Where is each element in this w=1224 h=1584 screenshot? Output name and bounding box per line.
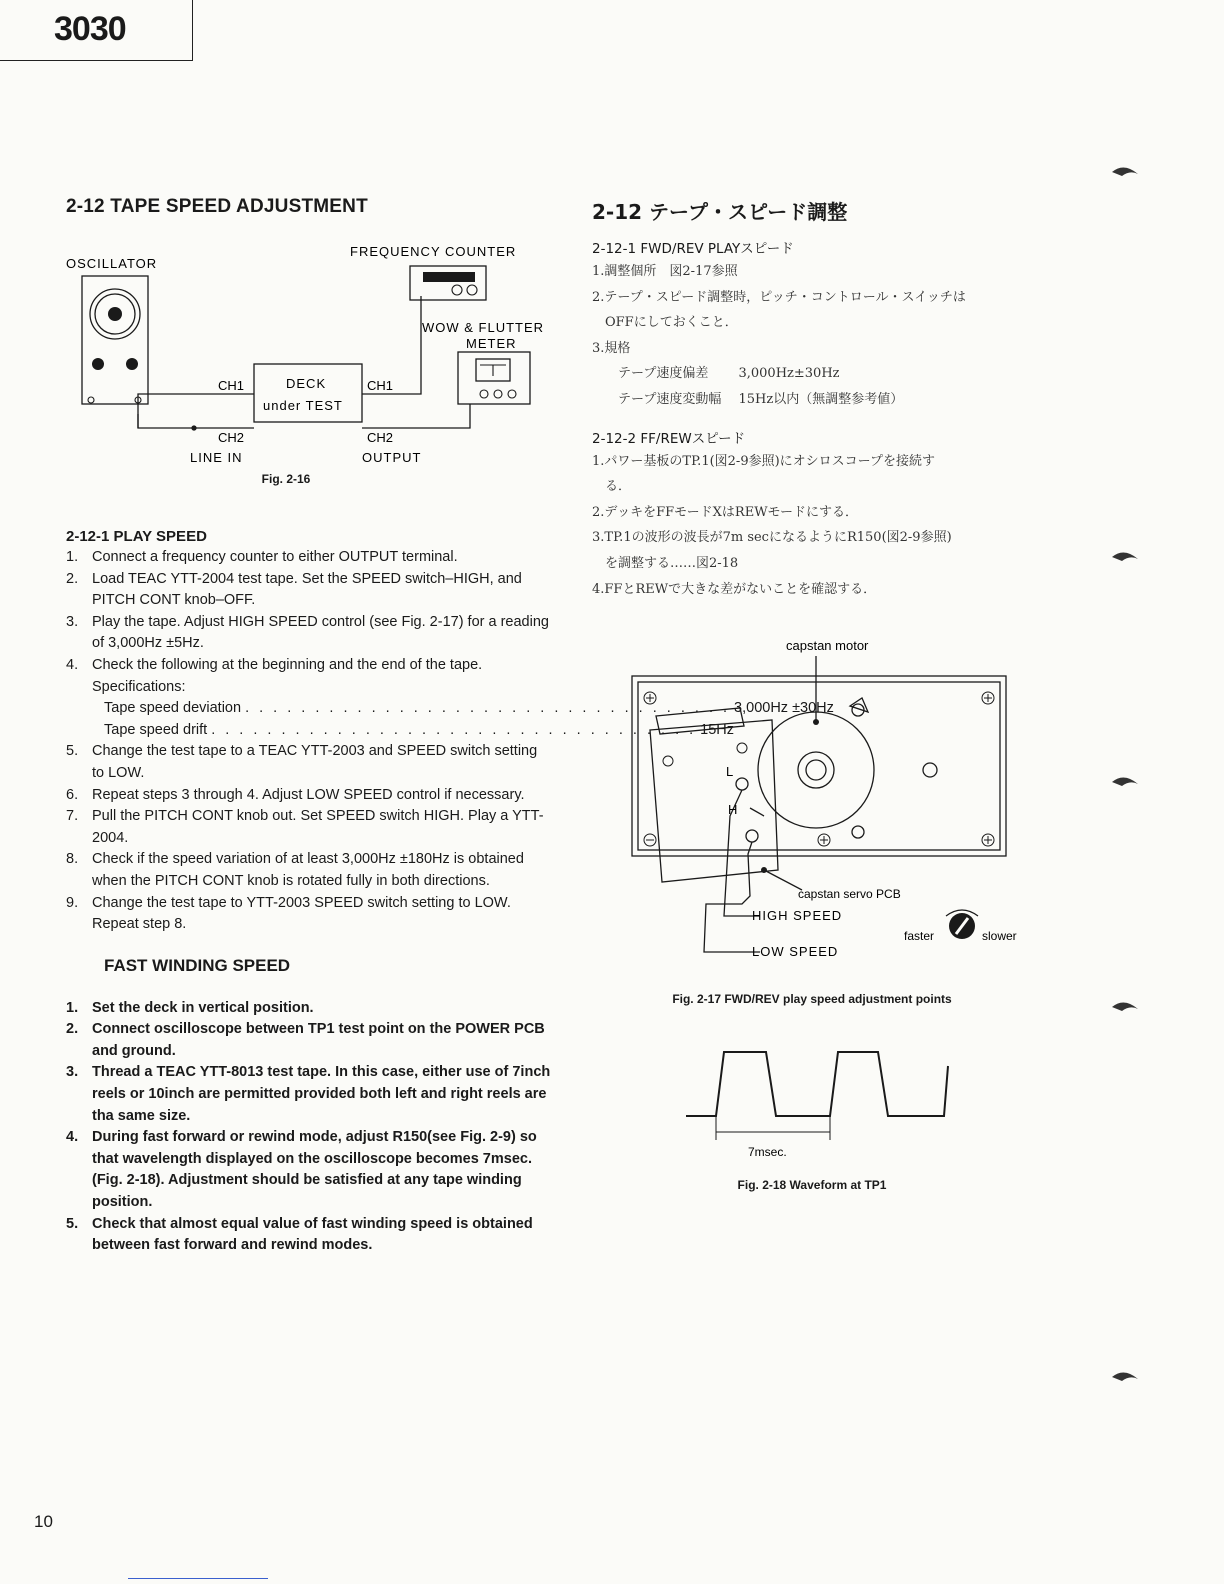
list-item: 5. Change the test tape to a TEAC YTT-2003 and SPEED switch setting to LOW. [66,743,538,781]
fig-2-17-diagram [592,636,1032,960]
binder-hole-icon [1110,160,1140,190]
label-faster: faster [904,929,935,944]
list-item: 9. Change the test tape to YTT-2003 SPEED switch setting to LOW. Repeat step 8. [66,894,511,933]
label-ch1-right: CH1 [367,378,394,393]
fast-winding-steps [66,998,552,1257]
label-wow-flutter: WOW & FLUTTER [422,320,545,335]
play-speed-title: 2-12-1 PLAY SPEED [66,528,207,545]
label-deck: DECK [286,376,327,391]
adjust-knob-icon [946,910,978,939]
label-7msec: 7msec. [748,1145,787,1160]
fig-2-16-diagram [66,228,566,465]
japanese-column [592,196,1062,1192]
page-number: 10 [34,1512,53,1531]
spec-row: Tape speed drift . . . . . . . . . . . . . . . . . . . . . . . . . . . . . . . . . . . 15Hz [104,721,735,738]
binder-hole-icon [1110,995,1140,1025]
label-meter: METER [466,336,517,351]
label-low-speed: LOW SPEED [752,944,839,960]
list-item: 3. Thread a TEAC YTT-8013 test tape. In this case, either use of 7inch reels or 10inch are permitted provided both left and right reels are tha same size. [66,1064,551,1124]
fig-2-17-caption: Fig. 2-17 FWD/REV play speed adjustment points [672,992,952,1007]
label-slower: slower [982,929,1017,944]
model-header-box [0,0,193,61]
list-item: 2. Connect oscilloscope between TP1 test point on the POWER PCB and ground. [66,1021,545,1059]
spec-row: Tape speed deviation . . . . . . . . . . . . . . . . . . . . . . . . . . . . . . . . . . . 3,000Hz ±30Hz [104,700,834,717]
list-item: 4. During fast forward or rewind mode, adjust R150(see Fig. 2-9) so that wavelength displayed on the oscilloscope becomes 7msec. (Fig. 2-18). Adjustment should be satisfied at any tape winding position. [66,1129,537,1211]
list-item: 6. Repeat steps 3 through 4. Adjust LOW SPEED control if necessary. [66,786,525,803]
spec-title: Specifications: [92,678,186,695]
jp-lines-1: 1.調整個所 図2-17参照 2.テープ・スピード調整時，ピッチ・コントロール・スイッチは OFFにしておくこと． 3.規格 テープ速度偏差 3,000Hz±30Hz テープ速度変動幅 15Hz以内（無調整参考値） [592,264,966,407]
jp-lines-2: 1.パワー基板のTP.1(図2-9参照)にオシロスコープを接続す る． 2.デッキをFFモードXはREWモードにする． 3.TP.1の波形の波長が7m secになるようにR150(図2-9参照) を調整する……図2-18 4.FFとREWで大きな差がないことを確認する． [592,453,952,597]
fig-2-18-waveform [682,1046,982,1166]
list-item: 1. Connect a frequency counter to either OUTPUT terminal. [66,549,458,565]
binder-hole-icon [1110,545,1140,575]
jp-subsection-2: 2-12-2 FF/REWスピード [592,430,746,447]
list-item: 3. Play the tape. Adjust HIGH SPEED control (see Fig. 2-17) for a reading of 3,000Hz ±5Hz. [66,613,549,652]
binder-hole-icon [1110,770,1140,800]
label-l: L [726,764,734,780]
label-capstan-servo-pcb: capstan servo PCB [798,887,901,902]
label-oscillator: OSCILLATOR [66,256,158,271]
label-capstan-motor: capstan motor [786,638,869,654]
label-h: H [728,802,738,818]
label-ch2-left: CH2 [218,430,245,445]
binder-hole-icon [1110,1365,1140,1395]
label-ch2-right: CH2 [367,430,394,445]
jp-subsection-1: 2-12-1 FWD/REV PLAYスピード [592,241,794,257]
label-high-speed: HIGH SPEED [752,908,843,924]
label-line-in: LINE IN [190,450,243,465]
label-frequency-counter: FREQUENCY COUNTER [350,244,517,259]
model-number: 3030 [54,10,126,48]
list-item: 7. Pull the PITCH CONT knob out. Set SPEED switch HIGH. Play a YTT-2004. [66,808,544,846]
label-ch1-left: CH1 [218,378,245,393]
list-item: 5. Check that almost equal value of fast winding speed is obtained between fast forward and rewind modes. [66,1215,533,1254]
fast-winding-title: FAST WINDING SPEED [104,955,291,975]
jp-section-title: 2-12 テープ・スピード調整 [592,200,848,224]
list-item: 8. Check if the speed variation of at least 3,000Hz ±180Hz is obtained when the PITCH CONT knob is rotated fully in both directions. [66,851,524,889]
list-item: 2. Load TEAC YTT-2004 test tape. Set the SPEED switch–HIGH, and PITCH CONT knob–OFF. [66,570,522,609]
label-output: OUTPUT [362,450,422,465]
footer-rule [128,1578,268,1579]
fig-2-18-caption: Fig. 2-18 Waveform at TP1 [737,1178,887,1193]
fig-2-16-caption: Fig. 2-16 [261,472,311,486]
section-title: 2-12 TAPE SPEED ADJUSTMENT [66,196,368,217]
label-under-test: under TEST [263,398,343,413]
list-item: 4. Check the following at the beginning and the end of the tape. Specifications: Tape speed deviation . . . . . . . . . . . . . . . . . . . . . . . . . . . . . . . . . . . 3,000Hz ±30Hz Tape speed drift . . . . . . . . . . . . . . . . . . . . . . . . . . . . . . . . . . . 15Hz [66,655,552,741]
list-item: 1. Set the deck in vertical position. [66,999,314,1016]
